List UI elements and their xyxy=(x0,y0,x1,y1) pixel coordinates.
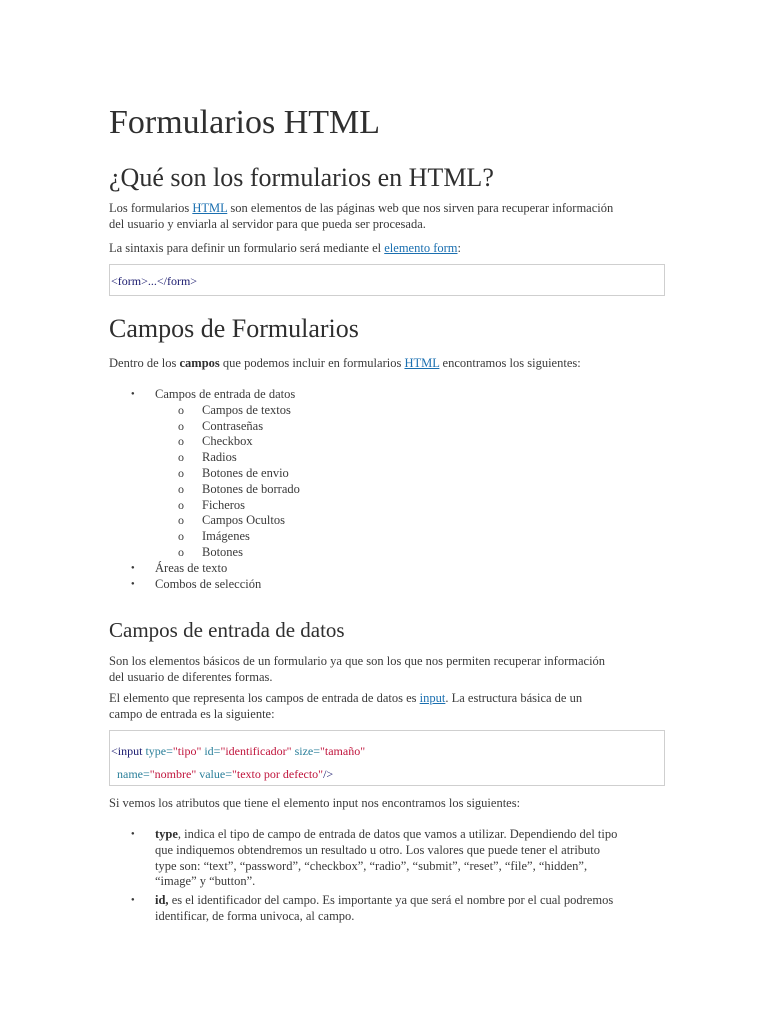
list-item: o Campos Ocultos xyxy=(155,513,300,529)
list-item: ● id, es el identificador del campo. Es importante ya que será el nombre por el cual podremos identificar, de forma univoca, al campo. xyxy=(109,893,617,925)
campos-list xyxy=(109,387,300,592)
list-item: o Radios xyxy=(155,450,300,466)
code-block-input: <input type="tipo" id="identificador" size="tamaño" name="nombre" value="texto por defecto"/> xyxy=(109,730,665,786)
code-block-form: <form>...</form> xyxy=(109,264,665,296)
paragraph-entrada-intro: Son los elementos básicos de un formulario ya que son los que nos permiten recuperar información del usuario de diferentes formas. xyxy=(109,654,606,684)
attributes-list xyxy=(109,827,617,928)
link-elemento-form[interactable]: elemento form xyxy=(384,241,458,255)
link-input[interactable]: input xyxy=(419,691,446,705)
list-item: ● type, indica el tipo de campo de entrada de datos que vamos a utilizar. Dependiendo del tipo que indiquemos obtendremos un resultado u otro. Los valores que puede tener el atributo type son: “text”, “password”, “checkbox”, “radio”, “submit”, “reset”, “file”, “hidden”, “image” y “button”. xyxy=(109,827,617,890)
link-html-2[interactable]: HTML xyxy=(404,356,440,370)
section-heading-campos: Campos de Formularios xyxy=(109,314,359,343)
list-item: o Botones xyxy=(155,545,300,561)
list-item: o Botones de borrado xyxy=(155,482,300,498)
section-heading-que-son: ¿Qué son los formularios en HTML? xyxy=(109,163,494,192)
paragraph-intro: Los formularios HTML son elementos de las páginas web que nos sirven para recuperar información del usuario y enviarla al servidor para que pueda ser procesada. xyxy=(109,201,614,231)
list-item: ● Combos de selección xyxy=(109,577,300,593)
section-heading-entrada-datos: Campos de entrada de datos xyxy=(109,618,345,642)
paragraph-input-element: El elemento que representa los campos de entrada de datos es input. La estructura básica de un campo de entrada es la siguiente: xyxy=(109,691,583,721)
sublist-campos-entrada xyxy=(155,403,300,561)
list-item: ● Campos de entrada de datos o Campos de textos o Contraseñas o Checkbox o Radios o Botones de envio o Botones de borrado o Ficheros o Campos Ocultos o Imágenes o Botones xyxy=(109,387,300,561)
list-item: o Imágenes xyxy=(155,529,300,545)
list-item: o Campos de textos xyxy=(155,403,300,419)
link-html[interactable]: HTML xyxy=(192,201,228,215)
paragraph-atributos: Si vemos los atributos que tiene el elemento input nos encontramos los siguientes: xyxy=(109,796,521,810)
paragraph-campos-intro: Dentro de los campos que podemos incluir en formularios HTML encontramos los siguientes: xyxy=(109,356,581,370)
paragraph-sintaxis: La sintaxis para definir un formulario será mediante el elemento form: xyxy=(109,241,461,255)
list-item: o Botones de envio xyxy=(155,466,300,482)
page-title: Formularios HTML xyxy=(109,104,381,141)
list-item: o Contraseñas xyxy=(155,419,300,435)
list-item: o Ficheros xyxy=(155,498,300,514)
list-item: ● Áreas de texto xyxy=(109,561,300,577)
list-item: o Checkbox xyxy=(155,434,300,450)
